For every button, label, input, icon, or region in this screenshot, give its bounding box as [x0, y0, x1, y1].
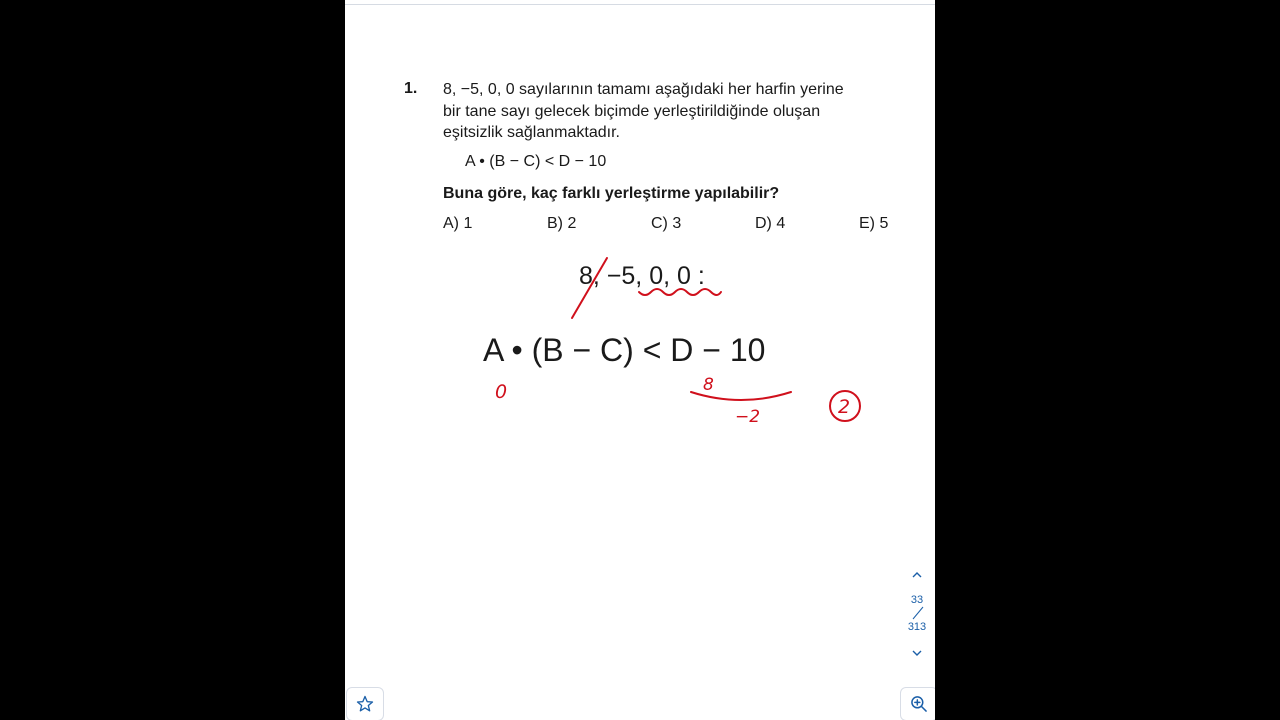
answer-note: 2 — [838, 396, 851, 418]
a-value-note: 0 — [495, 381, 508, 403]
option-c[interactable]: C) 3 — [651, 215, 682, 232]
result-note: −2 — [735, 407, 761, 427]
option-a[interactable]: A) 1 — [443, 215, 473, 232]
chevron-down-icon[interactable] — [911, 647, 923, 659]
d-value-note: 8 — [703, 375, 714, 395]
underline-zeros-mark — [639, 289, 721, 295]
zoomed-numbers: 8, −5, 0, 0 : — [579, 262, 705, 290]
zoomed-expression: A • (B − C) < D − 10 — [483, 332, 766, 368]
option-d[interactable]: D) 4 — [755, 215, 786, 232]
stem-line: 8, −5, 0, 0 sayılarının tamamı aşağıdaki her harfin yerine — [443, 81, 844, 98]
page-current: 33 — [910, 594, 924, 606]
question-prompt: Buna göre, kaç farklı yerleştirme yapılabilir? — [443, 185, 780, 202]
option-b[interactable]: B) 2 — [547, 215, 577, 232]
page-total: 313 — [907, 621, 927, 633]
zoom-in-icon — [909, 694, 929, 714]
star-icon — [355, 694, 375, 714]
zoom-in-button[interactable] — [900, 687, 935, 720]
document-page — [345, 0, 935, 720]
inequality-expression: A • (B − C) < D − 10 — [465, 153, 607, 170]
handwritten-annotations — [345, 0, 935, 720]
strike-eight-mark — [572, 258, 607, 318]
stem-line: eşitsizlik sağlanmaktadır. — [443, 124, 620, 141]
stem-line: bir tane sayı gelecek biçimde yerleştirildiğinde oluşan — [443, 102, 821, 120]
bookmark-button[interactable] — [346, 687, 384, 720]
question-number: 1. — [404, 80, 418, 97]
chevron-up-icon[interactable] — [911, 569, 923, 581]
page-divider — [910, 605, 926, 621]
option-e[interactable]: E) 5 — [859, 215, 889, 232]
